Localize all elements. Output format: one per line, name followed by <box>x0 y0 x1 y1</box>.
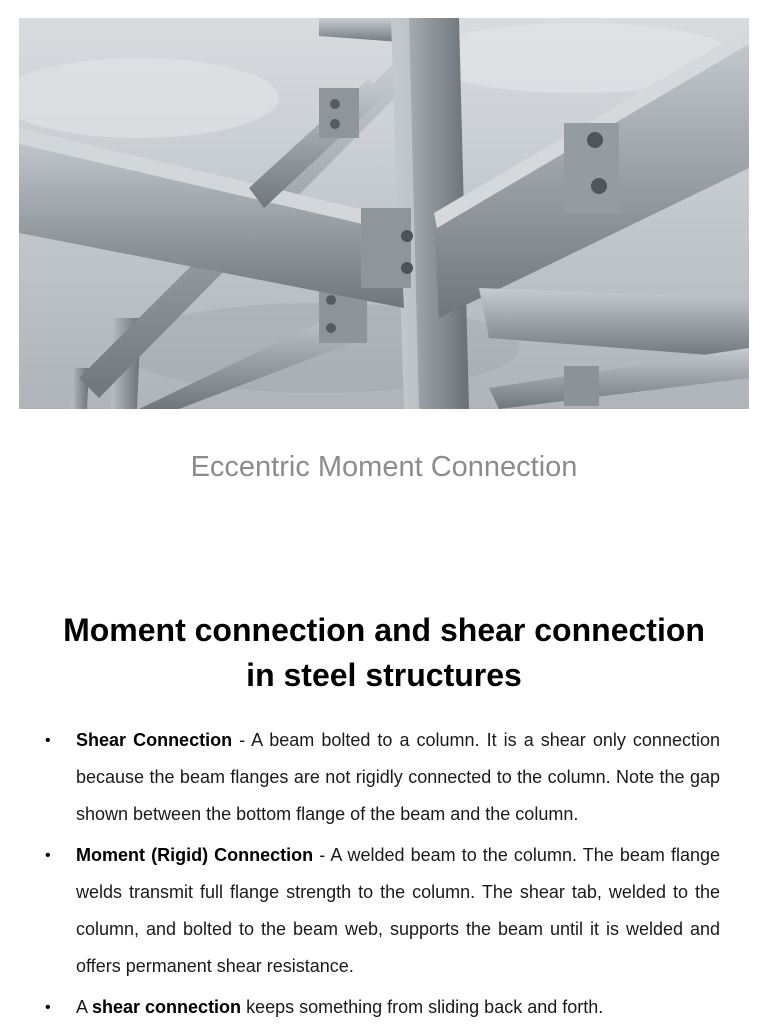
bullet-text: - A welded beam to the column. The beam flange welds transmit full flange strength to the column. The shear tab, welded to the column, and bolted to the beam web, supports the beam until it is welded and offers permanent shear resistance. <box>76 845 720 976</box>
bullet-term: shear connection <box>92 997 242 1017</box>
steel-frame-photo <box>19 18 749 409</box>
bullet-item-shear-definition <box>0 989 720 1026</box>
page-title-line-1: Moment connection and shear connection <box>63 612 705 648</box>
bullet-term: Shear Connection <box>76 730 233 750</box>
bullet-item-shear-connection <box>0 722 720 833</box>
bullet-prefix: A <box>76 997 93 1017</box>
image-caption: Eccentric Moment Connection <box>190 451 578 483</box>
bullet-dot-icon: • <box>45 847 51 864</box>
bullet-term: Moment (Rigid) Connection <box>76 845 314 865</box>
bullet-list <box>0 722 768 1030</box>
bullet-text: keeps something from sliding back and forth. <box>241 997 604 1017</box>
page-title <box>30 608 738 698</box>
bullet-text: - A beam bolted to a column. It is a shear only connection because the beam flanges are not rigidly connected to the column. Note the gap shown between the bottom flange of the beam and the column. <box>76 730 720 824</box>
page-title-line-2: in steel structures <box>246 657 522 693</box>
bullet-item-moment-connection <box>0 837 720 985</box>
bullet-dot-icon: • <box>45 732 51 749</box>
bullet-dot-icon: • <box>45 999 51 1016</box>
